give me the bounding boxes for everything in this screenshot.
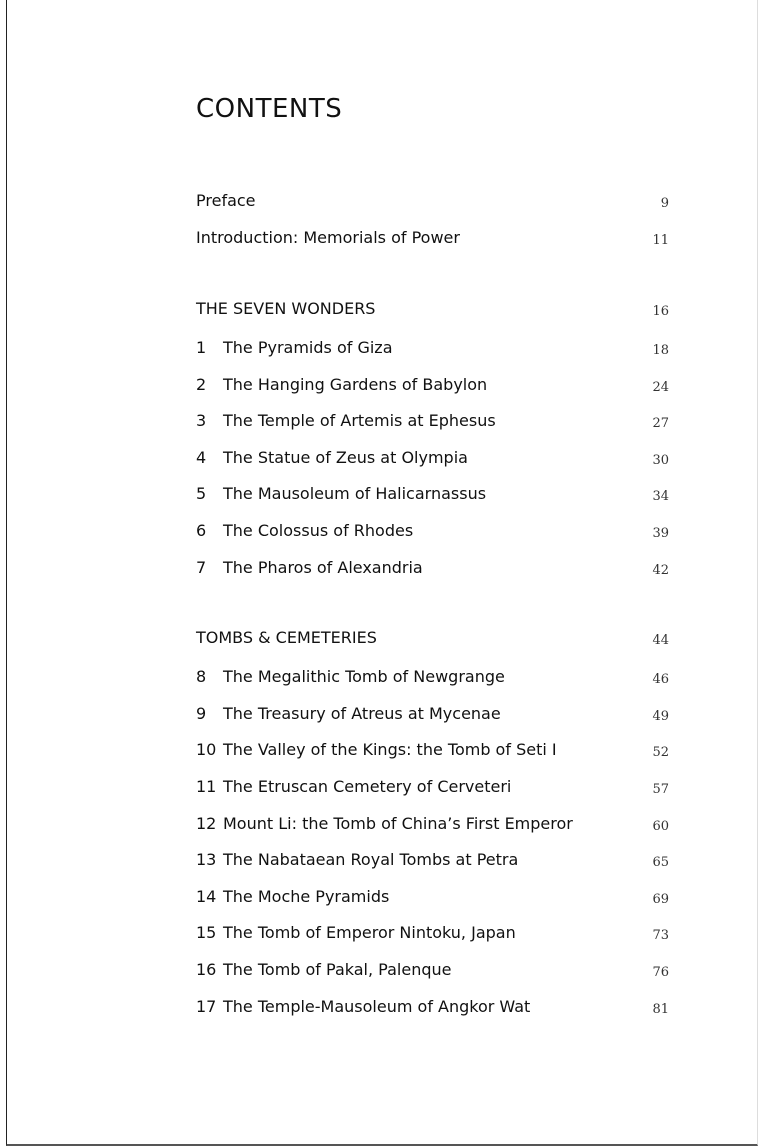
toc-entry-label: The Treasury of Atreus at Mycenae <box>223 703 501 723</box>
page-number: 18 <box>652 343 669 358</box>
toc-entry-label: The Tomb of Emperor Nintoku, Japan <box>223 923 516 943</box>
toc-entry-label: The Temple of Artemis at Ephesus <box>223 411 496 431</box>
chapter-number: 10 <box>196 740 217 760</box>
page-number: 30 <box>652 452 669 468</box>
toc-entry-label: The Temple-Mausoleum of Angkor Wat <box>223 996 531 1016</box>
toc-entry[interactable] <box>196 373 669 397</box>
chapter-number: 1 <box>196 338 207 357</box>
section-heading[interactable] <box>196 297 669 321</box>
toc-entry[interactable] <box>196 738 669 762</box>
toc-entry-label: The Etruscan Cemetery of Cerveteri <box>223 777 512 796</box>
page-number: 73 <box>652 928 669 944</box>
chapter-number: 11 <box>196 777 217 796</box>
page-number: 65 <box>652 855 669 871</box>
toc-entry-label: The Colossus of Rhodes <box>223 521 414 540</box>
toc-entry-label: The Megalithic Tomb of Newgrange <box>223 667 505 687</box>
toc-entry-label: The Pharos of Alexandria <box>223 557 423 577</box>
toc-entry[interactable] <box>196 519 669 543</box>
chapter-number: 14 <box>196 886 217 906</box>
page-number: 69 <box>652 891 669 907</box>
chapter-number: 2 <box>196 374 207 394</box>
toc-entry[interactable] <box>196 848 669 872</box>
chapter-number: 7 <box>196 557 207 577</box>
page-title: CONTENTS <box>196 94 343 124</box>
page-number: 16 <box>652 304 669 319</box>
toc-entry[interactable] <box>196 958 669 982</box>
chapter-number: 17 <box>196 996 217 1016</box>
toc-entry-label: Preface <box>196 191 256 210</box>
toc-entry[interactable] <box>196 921 669 945</box>
toc-entry[interactable] <box>196 885 669 909</box>
toc-entry[interactable] <box>196 336 669 360</box>
chapter-number: 8 <box>196 667 207 687</box>
section-heading[interactable] <box>196 626 669 650</box>
toc-entry[interactable] <box>196 409 669 433</box>
toc-entry-label: The Moche Pyramids <box>223 886 390 906</box>
page-number: 9 <box>660 196 669 211</box>
chapter-number: 5 <box>196 484 207 504</box>
toc-entry-label: The Tomb of Pakal, Palenque <box>223 960 452 979</box>
toc-entry-label: The Hanging Gardens of Babylon <box>223 374 488 394</box>
chapter-number: 6 <box>196 521 207 540</box>
chapter-number: 15 <box>196 923 217 943</box>
page-number: 60 <box>652 818 669 834</box>
toc-entry-label: The Mausoleum of Halicarnassus <box>223 484 487 504</box>
page-number: 49 <box>652 708 669 724</box>
toc-entry[interactable] <box>196 775 669 799</box>
chapter-number: 13 <box>196 850 217 870</box>
page-number: 44 <box>652 633 669 649</box>
page-number: 81 <box>652 1001 669 1017</box>
chapter-number: 16 <box>196 960 217 979</box>
toc-entry-label: The Pyramids of Giza <box>223 338 393 357</box>
toc-entry[interactable] <box>196 995 669 1019</box>
toc-entry-label: Introduction: Memorials of Power <box>196 228 460 247</box>
toc-entry[interactable] <box>196 665 669 689</box>
toc-entry-label: The Valley of the Kings: the Tomb of Seti I <box>223 740 557 760</box>
page-number: 27 <box>652 416 669 432</box>
page-number: 52 <box>652 745 669 761</box>
page-number: 76 <box>652 965 669 980</box>
toc-entry[interactable] <box>196 556 669 580</box>
page-number: 42 <box>652 562 669 578</box>
toc-entry[interactable] <box>196 702 669 726</box>
toc-entry[interactable] <box>196 446 669 470</box>
page-number: 57 <box>652 782 669 797</box>
page-number: 34 <box>652 489 669 505</box>
toc-entry-label: Mount Li: the Tomb of China’s First Emperor <box>223 813 573 833</box>
chapter-number: 12 <box>196 813 217 833</box>
book-page <box>6 0 758 1146</box>
toc-entry[interactable] <box>196 812 669 836</box>
page-number: 39 <box>652 526 669 541</box>
chapter-number: 3 <box>196 411 207 431</box>
chapter-number: 9 <box>196 703 207 723</box>
page-number: 11 <box>652 233 669 248</box>
toc-entry-label: The Statue of Zeus at Olympia <box>223 447 468 467</box>
toc-entry-label: The Nabataean Royal Tombs at Petra <box>223 850 519 870</box>
section-heading-label: THE SEVEN WONDERS <box>196 299 376 318</box>
toc-entry[interactable] <box>196 189 669 213</box>
toc-entry[interactable] <box>196 226 669 250</box>
page-number: 46 <box>652 672 669 688</box>
chapter-number: 4 <box>196 447 207 467</box>
page-number: 24 <box>652 379 669 395</box>
toc-entry[interactable] <box>196 482 669 506</box>
section-heading-label: TOMBS & CEMETERIES <box>196 628 377 648</box>
